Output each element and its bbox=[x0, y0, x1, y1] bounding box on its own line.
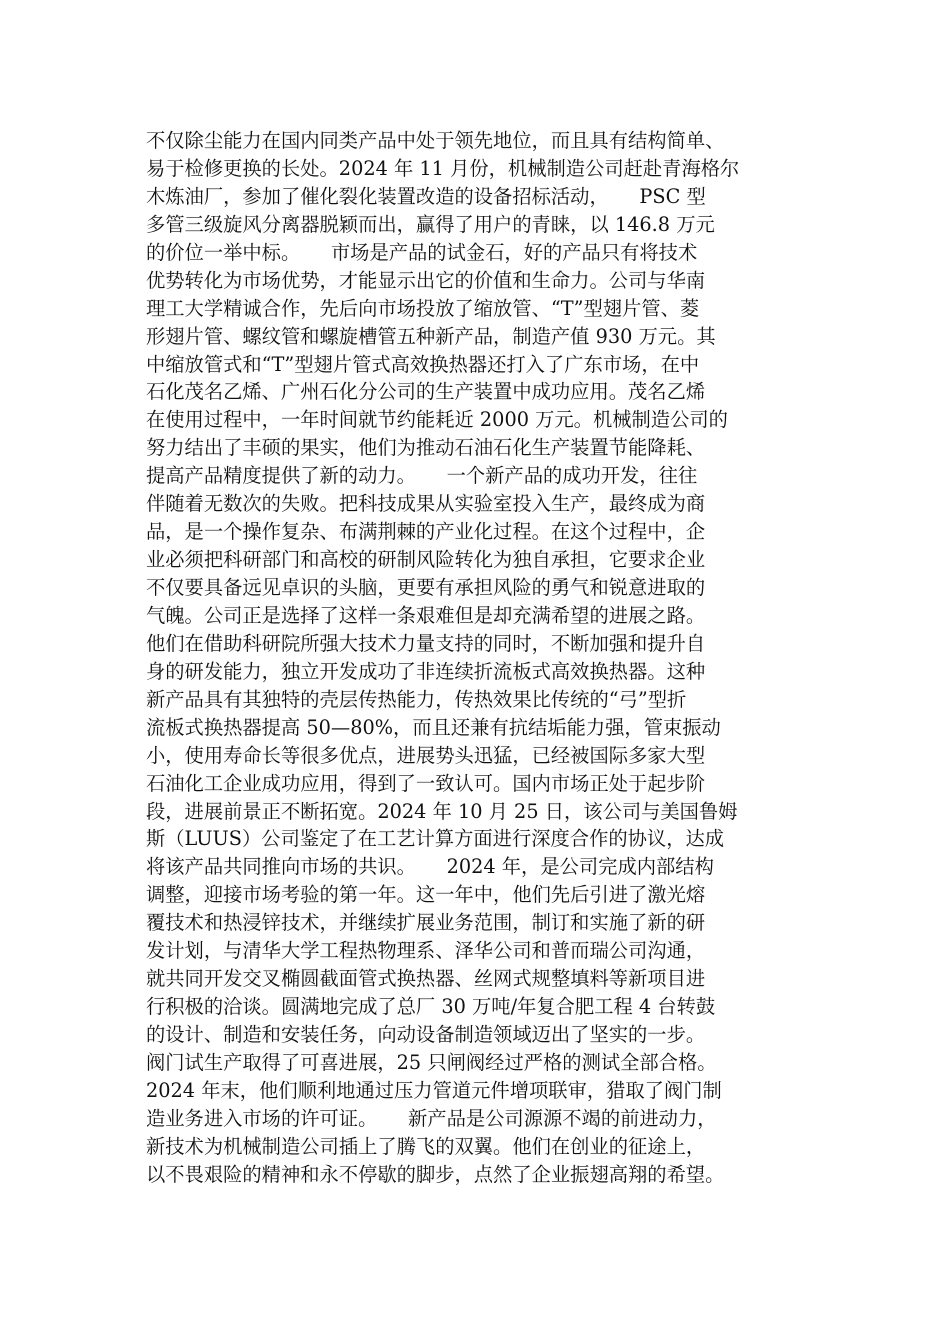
text-line: 中缩放管式和“T”型翅片管式高效换热器还打入了广东市场，在中 bbox=[146, 352, 700, 376]
text-line: 小，使用寿命长等很多优点，进展势头迅猛，已经被国际多家大型 bbox=[146, 743, 706, 767]
text-line: 就共同开发交叉椭圆截面管式换热器、丝网式规整填料等新项目进 bbox=[146, 967, 706, 991]
text-line: 易于检修更换的长处。2024 年 11 月份，机械制造公司赶赴青海格尔 bbox=[146, 156, 740, 180]
text-line: 的设计、制造和安装任务，向动设备制造领域迈出了坚实的一步。 bbox=[146, 1023, 706, 1046]
text-line: 斯（LUUS）公司鉴定了在工艺计算方面进行深度合作的协议，达成 bbox=[146, 827, 725, 851]
text-line: 努力结出了丰硕的果实，他们为推动石油石化生产装置节能降耗、 bbox=[146, 436, 706, 460]
body-text bbox=[146, 127, 836, 1189]
text-line: 石油化工企业成功应用，得到了一致认可。国内市场正处于起步阶 bbox=[146, 771, 706, 795]
text-line: 身的研发能力，独立开发成功了非连续折流板式高效换热器。这种 bbox=[146, 659, 706, 683]
text-line: 业必须把科研部门和高校的研制风险转化为独自承担，它要求企业 bbox=[146, 548, 706, 572]
text-line: 理工大学精诚合作，先后向市场投放了缩放管、“T”型翅片管、菱 bbox=[146, 296, 700, 320]
text-line: 品，是一个操作复杂、布满荆棘的产业化过程。在这个过程中，企 bbox=[146, 520, 706, 544]
text-line: 木炼油厂，参加了催化裂化装置改造的设备招标活动， PSC 型 bbox=[146, 184, 706, 208]
text-line: 的价位一举中标。 市场是产品的试金石，好的产品只有将技术 bbox=[146, 240, 698, 264]
text-line: 新技术为机械制造公司插上了腾飞的双翼。他们在创业的征途上， bbox=[146, 1134, 706, 1158]
text-line: 石化茂名乙烯、广州石化分公司的生产装置中成功应用。茂名乙烯 bbox=[146, 380, 706, 404]
text-line: 在使用过程中，一年时间就节约能耗近 2000 万元。机械制造公司的 bbox=[146, 408, 728, 432]
text-line: 不仅要具备远见卓识的头脑，更要有承担风险的勇气和锐意进取的 bbox=[146, 576, 706, 599]
text-line: 流板式换热器提高 50—80%，而且还兼有抗结垢能力强，管束振动 bbox=[146, 715, 721, 739]
text-line: 以不畏艰险的精神和永不停歇的脚步，点然了企业振翅高翔的希望。 bbox=[146, 1162, 725, 1186]
text-line: 造业务进入市场的许可证。 新产品是公司源源不竭的前进动力， bbox=[146, 1106, 717, 1130]
text-line: 多管三级旋风分离器脱颖而出，赢得了用户的青睐，以 146.8 万元 bbox=[146, 212, 715, 236]
text-line: 调整，迎接市场考验的第一年。这一年中，他们先后引进了激光熔 bbox=[146, 883, 706, 907]
text-line: 阀门试生产取得了可喜进展，25 只闸阀经过严格的测试全部合格。 bbox=[146, 1050, 717, 1074]
text-line: 新产品具有其独特的壳层传热能力，传热效果比传统的“弓”型折 bbox=[146, 687, 687, 711]
text-line: 不仅除尘能力在国内同类产品中处于领先地位，而且具有结构简单、 bbox=[146, 129, 725, 152]
text-line: 他们在借助科研院所强大技术力量支持的同时，不断加强和提升自 bbox=[146, 631, 706, 655]
text-line: 优势转化为市场优势，才能显示出它的价值和生命力。公司与华南 bbox=[146, 268, 706, 292]
text-line: 行积极的洽谈。圆满地完成了总厂 30 万吨/年复合肥工程 4 台转鼓 bbox=[146, 995, 716, 1019]
text-line: 段，进展前景正不断拓宽。2024 年 10 月 25 日，该公司与美国鲁姆 bbox=[146, 799, 738, 823]
text-line: 2024 年末，他们顺利地通过压力管道元件增项联审，猎取了阀门制 bbox=[146, 1078, 722, 1102]
text-line: 形翅片管、螺纹管和螺旋槽管五种新产品，制造产值 930 万元。其 bbox=[146, 324, 716, 348]
text-line: 发计划，与清华大学工程热物理系、泽华公司和普而瑞公司沟通， bbox=[146, 939, 706, 963]
text-line: 将该产品共同推向市场的共识。 2024 年，是公司完成内部结构 bbox=[146, 855, 714, 879]
text-line: 伴随着无数次的失败。把科技成果从实验室投入生产，最终成为商 bbox=[146, 492, 706, 516]
text-line: 提高产品精度提供了新的动力。 一个新产品的成功开发，往往 bbox=[146, 464, 698, 488]
text-line: 气魄。公司正是选择了这样一条艰难但是却充满希望的进展之路。 bbox=[146, 603, 706, 627]
text-line: 覆技术和热浸锌技术，并继续扩展业务范围，制订和实施了新的研 bbox=[146, 911, 706, 935]
